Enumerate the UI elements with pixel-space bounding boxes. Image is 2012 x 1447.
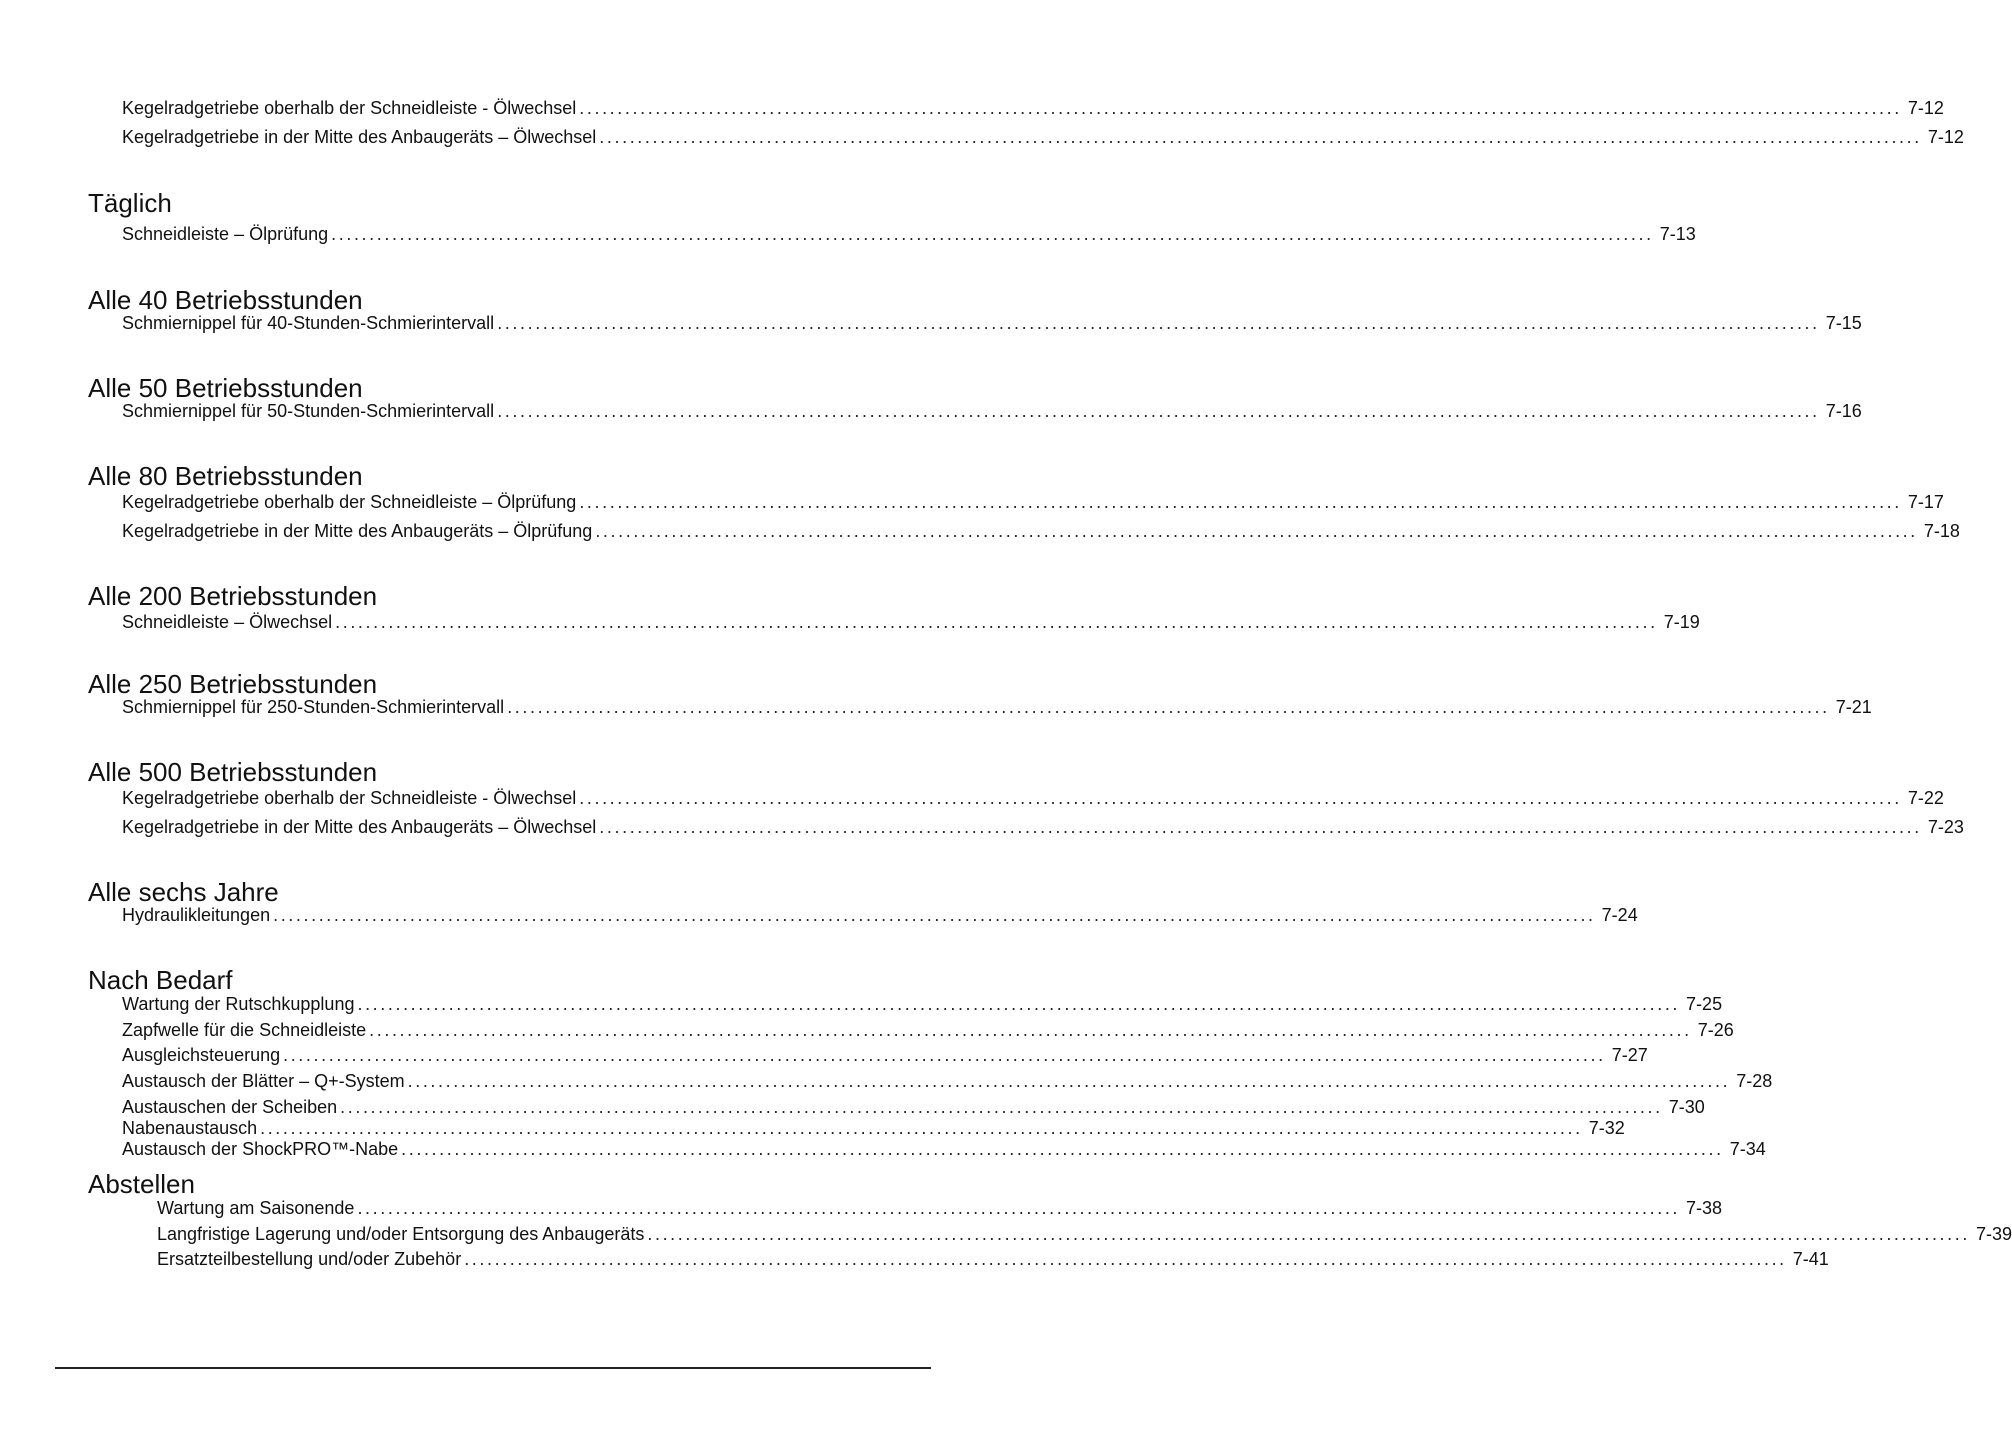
section-heading-storage: Abstellen	[88, 1169, 195, 1199]
toc-entry[interactable]	[122, 1069, 1773, 1093]
toc-entry-label: Kegelradgetriebe oberhalb der Schneidleiste - Ölwechsel	[122, 98, 577, 118]
toc-entry[interactable]	[122, 490, 1944, 514]
footer-rule	[55, 1367, 931, 1369]
leader-dots: ..............................................................................................................................................................................	[369, 1020, 1692, 1040]
leader-dots: ..............................................................................................................................................................................	[464, 1249, 1787, 1269]
section-heading-as-needed: Nach Bedarf	[88, 965, 233, 995]
toc-entry-label: Nabenaustausch	[122, 1118, 258, 1138]
toc-entry-page: 7-30	[1668, 1097, 1705, 1117]
toc-entry-label: Wartung am Saisonende	[157, 1198, 355, 1218]
toc-entry[interactable]	[122, 399, 1862, 423]
section-heading-40h: Alle 40 Betriebsstunden	[88, 285, 363, 315]
toc-entry-label: Langfristige Lagerung und/oder Entsorgung des Anbaugeräts	[157, 1224, 645, 1244]
toc-entry-page: 7-22	[1907, 788, 1944, 808]
section-heading-200h: Alle 200 Betriebsstunden	[88, 581, 378, 611]
toc-entry-label: Schneidleiste – Ölwechsel	[122, 612, 333, 632]
toc-entry-page: 7-17	[1907, 492, 1944, 512]
toc-entry-page: 7-12	[1927, 127, 1964, 147]
toc-entry-label: Austausch der ShockPRO™-Nabe	[122, 1139, 399, 1159]
section-heading-six-years: Alle sechs Jahre	[88, 877, 279, 907]
toc-entry[interactable]	[122, 992, 1723, 1016]
section-heading-250h: Alle 250 Betriebsstunden	[88, 669, 378, 699]
toc-entry-page: 7-18	[1923, 521, 1960, 541]
toc-entry-label: Schmiernippel für 40-Stunden-Schmierintervall	[122, 313, 495, 333]
toc-entry-page: 7-21	[1835, 697, 1872, 717]
toc-entry-label: Kegelradgetriebe oberhalb der Schneidleiste – Ölprüfung	[122, 492, 577, 512]
toc-entry[interactable]	[122, 903, 1638, 927]
toc-entry-page: 7-38	[1686, 1198, 1723, 1218]
toc-entry[interactable]	[122, 695, 1872, 719]
toc-entry-label: Zapfwelle für die Schneidleiste	[122, 1020, 367, 1040]
toc-entry[interactable]	[122, 519, 1960, 543]
toc-entry-label: Wartung der Rutschkupplung	[122, 994, 355, 1014]
leader-dots: ..............................................................................................................................................................................	[579, 788, 1902, 808]
leader-dots: ..............................................................................................................................................................................	[599, 817, 1922, 837]
leader-dots: ..............................................................................................................................................................................	[283, 1045, 1606, 1065]
leader-dots: ..............................................................................................................................................................................	[647, 1224, 1970, 1244]
toc-entry-label: Kegelradgetriebe oberhalb der Schneidleiste - Ölwechsel	[122, 788, 577, 808]
toc-entry-page: 7-13	[1659, 224, 1696, 244]
toc-entry-page: 7-26	[1697, 1020, 1734, 1040]
toc-entry-label: Schmiernippel für 50-Stunden-Schmierintervall	[122, 401, 495, 421]
toc-entry[interactable]	[157, 1247, 1829, 1271]
toc-entry-page: 7-41	[1792, 1249, 1829, 1269]
toc-entry[interactable]	[122, 610, 1700, 634]
toc-entry-label: Kegelradgetriebe in der Mitte des Anbaugeräts – Ölwechsel	[122, 817, 597, 837]
toc-entry-label: Kegelradgetriebe in der Mitte des Anbaugeräts – Ölwechsel	[122, 127, 597, 147]
leader-dots: ..............................................................................................................................................................................	[497, 313, 1820, 333]
toc-entry-label: Ausgleichsteuerung	[122, 1045, 281, 1065]
toc-entry-label: Austausch der Blätter – Q+-System	[122, 1071, 405, 1091]
toc-entry[interactable]	[122, 786, 1944, 810]
toc-entry[interactable]	[122, 311, 1862, 335]
section-heading-50h: Alle 50 Betriebsstunden	[88, 373, 363, 403]
leader-dots: ..............................................................................................................................................................................	[260, 1118, 1583, 1138]
toc-entry-page: 7-23	[1927, 817, 1964, 837]
leader-dots: ..............................................................................................................................................................................	[401, 1139, 1724, 1159]
toc-entry[interactable]	[122, 815, 1964, 839]
section-heading-80h: Alle 80 Betriebsstunden	[88, 461, 363, 491]
toc-entry-page: 7-39	[1975, 1224, 2012, 1244]
toc-entry[interactable]	[122, 1137, 1766, 1161]
toc-entry-label: Kegelradgetriebe in der Mitte des Anbaugeräts – Ölprüfung	[122, 521, 593, 541]
leader-dots: ..............................................................................................................................................................................	[599, 127, 1922, 147]
toc-entry-page: 7-28	[1736, 1071, 1773, 1091]
toc-entry-page: 7-24	[1601, 905, 1638, 925]
toc-entry[interactable]	[122, 1043, 1648, 1067]
leader-dots: ..............................................................................................................................................................................	[497, 401, 1820, 421]
toc-entry[interactable]	[122, 125, 1964, 149]
toc-entry-page: 7-15	[1825, 313, 1862, 333]
toc-entry-page: 7-19	[1663, 612, 1700, 632]
toc-entry-label: Ersatzteilbestellung und/oder Zubehör	[157, 1249, 462, 1269]
toc-entry-label: Austauschen der Scheiben	[122, 1097, 338, 1117]
toc-entry-page: 7-34	[1729, 1139, 1766, 1159]
toc-entry[interactable]	[122, 1018, 1734, 1042]
toc-entry-label: Hydraulikleitungen	[122, 905, 271, 925]
toc-entry[interactable]	[122, 96, 1944, 120]
toc-entry[interactable]	[157, 1222, 2012, 1246]
leader-dots: ..............................................................................................................................................................................	[407, 1071, 1731, 1091]
leader-dots: ..............................................................................................................................................................................	[357, 994, 1681, 1014]
toc-entry-label: Schmiernippel für 250-Stunden-Schmierintervall	[122, 697, 505, 717]
leader-dots: ..............................................................................................................................................................................	[335, 612, 1658, 632]
toc-entry-label: Schneidleiste – Ölprüfung	[122, 224, 329, 244]
toc-entry[interactable]	[157, 1196, 1723, 1220]
toc-entry-page: 7-25	[1686, 994, 1723, 1014]
leader-dots: ..............................................................................................................................................................................	[273, 905, 1596, 925]
toc-entry-page: 7-27	[1611, 1045, 1648, 1065]
leader-dots: ..............................................................................................................................................................................	[340, 1097, 1663, 1117]
leader-dots: ..............................................................................................................................................................................	[579, 492, 1902, 512]
leader-dots: ..............................................................................................................................................................................	[507, 697, 1830, 717]
leader-dots: ..............................................................................................................................................................................	[595, 521, 1918, 541]
toc-entry-page: 7-12	[1907, 98, 1944, 118]
toc-entry[interactable]	[122, 222, 1696, 246]
leader-dots: ..............................................................................................................................................................................	[579, 98, 1902, 118]
section-heading-500h: Alle 500 Betriebsstunden	[88, 757, 378, 787]
leader-dots: ..............................................................................................................................................................................	[331, 224, 1654, 244]
toc-entry-page: 7-16	[1825, 401, 1862, 421]
toc-entry-page: 7-32	[1588, 1118, 1625, 1138]
section-heading-taeglich: Täglich	[88, 188, 172, 218]
leader-dots: ..............................................................................................................................................................................	[357, 1198, 1681, 1218]
